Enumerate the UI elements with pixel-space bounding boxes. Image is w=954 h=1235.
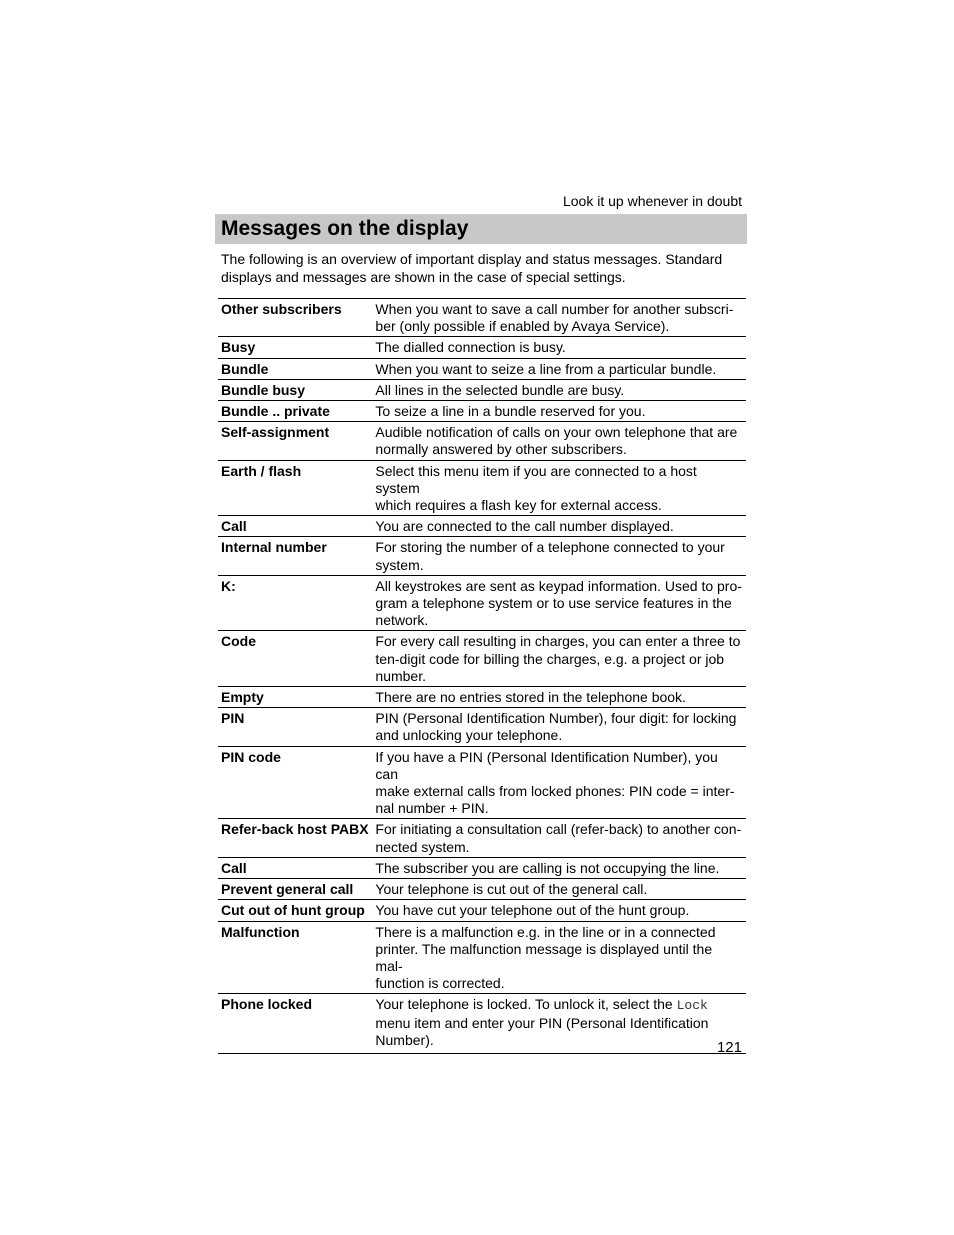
message-term: Refer-back host PABX xyxy=(218,819,372,857)
message-description xyxy=(372,921,746,994)
messages-table-body xyxy=(218,299,746,1054)
page-number: 121 xyxy=(716,1039,742,1056)
message-description xyxy=(372,460,746,516)
description-text: The subscriber you are calling is not occupying the line. xyxy=(375,859,720,876)
lock-menu-item-code: Lock xyxy=(676,998,708,1014)
table-row xyxy=(218,575,746,631)
description-text: Your telephone is cut out of the general call. xyxy=(375,881,648,898)
description-text: When you want to seize a line from a particular bundle. xyxy=(375,360,717,377)
table-row xyxy=(218,687,746,708)
description-text: To seize a line in a bundle reserved for you. xyxy=(375,403,646,420)
section-title: Messages on the display xyxy=(221,217,469,240)
message-term: Call xyxy=(218,857,372,878)
description-text: All keystrokes are sent as keypad information. Used to pro- xyxy=(375,577,742,594)
message-description xyxy=(372,516,746,537)
description-text: Your telephone is locked. To unlock it, select the xyxy=(375,996,677,1013)
message-description xyxy=(372,379,746,400)
message-description xyxy=(372,819,746,857)
description-text: make external calls from locked phones: PIN code = inter- xyxy=(375,783,735,800)
message-description xyxy=(372,358,746,379)
message-term: Busy xyxy=(218,337,372,358)
table-row xyxy=(218,516,746,537)
description-text: There is a malfunction e.g. in the line or in a connected xyxy=(375,923,716,940)
description-text: ten-digit code for billing the charges, e.g. a project or job xyxy=(375,650,725,667)
description-text: For storing the number of a telephone connected to your xyxy=(375,539,725,556)
description-text: All lines in the selected bundle are busy. xyxy=(375,381,625,398)
description-text: There are no entries stored in the telephone book. xyxy=(375,689,686,706)
message-term: Bundle xyxy=(218,358,372,379)
message-description xyxy=(372,401,746,422)
description-text: Audible notification of calls on your own telephone that are xyxy=(375,424,738,441)
description-text: For every call resulting in charges, you can enter a three to xyxy=(375,633,741,650)
description-text: You are connected to the call number displayed. xyxy=(375,518,674,535)
description-text: For initiating a consultation call (refer-back) to another con- xyxy=(375,821,742,838)
description-text: which requires a flash key for external access. xyxy=(375,497,662,514)
table-row xyxy=(218,746,746,819)
table-row xyxy=(218,537,746,575)
message-description xyxy=(372,900,746,921)
messages-table xyxy=(218,298,746,1054)
message-term: Code xyxy=(218,631,372,687)
message-term: Other subscribers xyxy=(218,299,372,337)
message-description xyxy=(372,299,746,337)
table-row xyxy=(218,358,746,379)
message-term: Prevent general call xyxy=(218,879,372,900)
description-text: and unlocking your telephone. xyxy=(375,727,563,744)
message-term: K: xyxy=(218,575,372,631)
description-text: Select this menu item if you are connected to a host system xyxy=(375,462,697,496)
description-text: You have cut your telephone out of the hunt group. xyxy=(375,902,690,919)
message-term: PIN code xyxy=(218,746,372,819)
description-text: If you have a PIN (Personal Identification Number), you can xyxy=(375,748,718,782)
message-term: Malfunction xyxy=(218,921,372,994)
description-text: nal number + PIN. xyxy=(375,800,489,817)
description-text: function is corrected. xyxy=(375,975,505,992)
table-row xyxy=(218,299,746,337)
table-row xyxy=(218,921,746,994)
running-header: Look it up whenever in doubt xyxy=(562,193,742,209)
message-term: Call xyxy=(218,516,372,537)
table-row xyxy=(218,460,746,516)
section-title-bar xyxy=(215,214,747,244)
description-text: printer. The malfunction message is displayed until the mal- xyxy=(375,940,713,974)
description-text: The dialled connection is busy. xyxy=(375,339,566,356)
message-description xyxy=(372,746,746,819)
message-description xyxy=(372,857,746,878)
message-term: Bundle .. private xyxy=(218,401,372,422)
message-term: Empty xyxy=(218,687,372,708)
table-row xyxy=(218,900,746,921)
description-text: menu item and enter your PIN (Personal Identification xyxy=(375,1014,709,1031)
message-description xyxy=(372,708,746,746)
table-row xyxy=(218,422,746,460)
table-row xyxy=(218,379,746,400)
description-text: system. xyxy=(375,556,424,573)
message-description xyxy=(372,631,746,687)
description-text: number. xyxy=(375,667,426,684)
message-term: Bundle busy xyxy=(218,379,372,400)
message-description xyxy=(372,537,746,575)
table-row xyxy=(218,337,746,358)
table-row xyxy=(218,819,746,857)
table-row xyxy=(218,857,746,878)
description-text: ber (only possible if enabled by Avaya Service). xyxy=(375,318,670,335)
description-text: PIN (Personal Identification Number), four digit: for locking xyxy=(375,710,737,727)
message-term: Cut out of hunt group xyxy=(218,900,372,921)
message-description xyxy=(372,994,746,1054)
message-term: Earth / flash xyxy=(218,460,372,516)
description-text: gram a telephone system or to use service features in the xyxy=(375,595,732,612)
table-row xyxy=(218,631,746,687)
message-description xyxy=(372,422,746,460)
table-row xyxy=(218,708,746,746)
message-term: Internal number xyxy=(218,537,372,575)
message-term: Phone locked xyxy=(218,994,372,1054)
table-row-phone-locked xyxy=(218,994,746,1054)
table-row xyxy=(218,879,746,900)
description-text: Number). xyxy=(375,1031,434,1048)
message-term: Self-assignment xyxy=(218,422,372,460)
message-description xyxy=(372,575,746,631)
message-description xyxy=(372,337,746,358)
intro-paragraph: The following is an overview of important display and status messages. Standard displays and messages are shown in the case of special settings. xyxy=(221,251,723,285)
message-description xyxy=(372,879,746,900)
description-text: network. xyxy=(375,612,429,629)
message-term: PIN xyxy=(218,708,372,746)
description-text: normally answered by other subscribers. xyxy=(375,441,627,458)
description-text: nected system. xyxy=(375,838,470,855)
message-description xyxy=(372,687,746,708)
table-row xyxy=(218,401,746,422)
description-text: When you want to save a call number for another subscri- xyxy=(375,301,734,317)
